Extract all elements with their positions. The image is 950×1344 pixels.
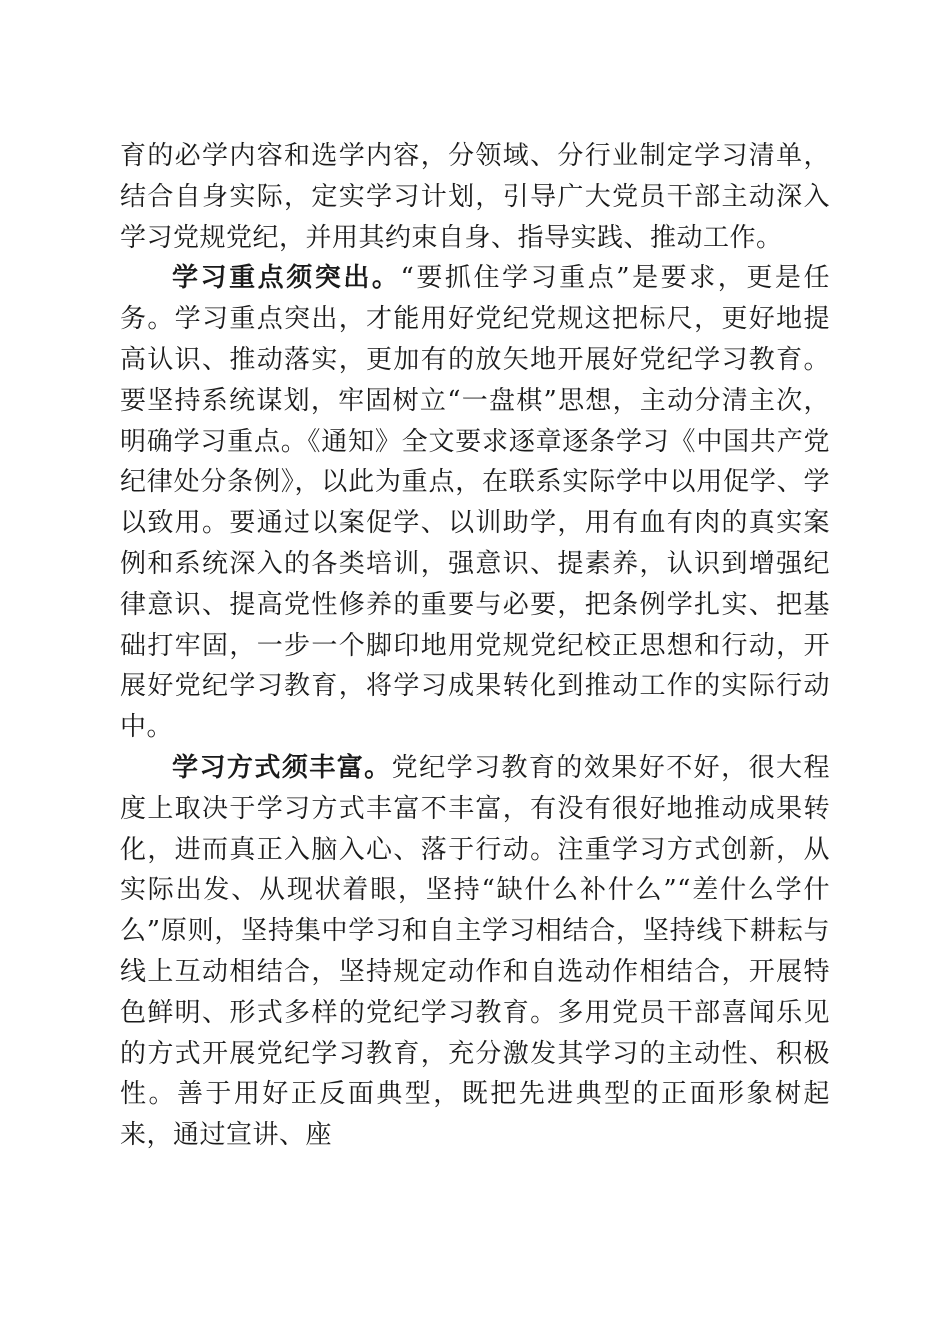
paragraph-heading: 学习方式须丰富。	[172, 752, 392, 783]
paragraph-heading: 学习重点须突出。	[172, 263, 401, 294]
paragraph-text: “要抓住学习重点”是要求，更是任务。学习重点突出，才能用好党纪党规这把标尺，更好地提高认识、推动落实，更加有的放矢地开展好党纪学习教育。要坚持系统谋划，牢固树立“一盘棋”思想，主动分清主次，明确学习重点。《通知》全文要求逐章逐条学习《中国共产党纪律处分条例》，以此为重点，在联系实际学中以用促学、学以致用。要通过以案促学、以训助学，用有血有肉的真实案例和系统深入的各类培训，强意识、提素养，认识到增强纪律意识、提高党性修养的重要与必要，把条例学扎实、把基础打牢固，一步一个脚印地用党规党纪校正思想和行动，开展好党纪学习教育，将学习成果转化到推动工作的实际行动中。	[120, 263, 830, 743]
paragraph-learning-methods	[120, 748, 830, 1156]
paragraph-text: 育的必学内容和选学内容，分领域、分行业制定学习清单，结合自身实际，定实学习计划，引导广大党员干部主动深入学习党规党纪，并用其约束自身、指导实践、推动工作。	[120, 141, 830, 253]
paragraph-continuation	[120, 136, 830, 258]
paragraph-text: 党纪学习教育的效果好不好，很大程度上取决于学习方式丰富不丰富，有没有很好地推动成果转化，进而真正入脑入心、落于行动。注重学习方式创新，从实际出发、从现状着眼，坚持“缺什么补什么”“差什么学什么”原则，坚持集中学习和自主学习相结合，坚持线下耕耘与线上互动相结合，坚持规定动作和自选动作相结合，开展特色鲜明、形式多样的党纪学习教育。多用党员干部喜闻乐见的方式开展党纪学习教育，充分激发其学习的主动性、积极性。善于用好正反面典型，既把先进典型的正面形象树起来，通过宣讲、座	[120, 752, 830, 1151]
document-page	[120, 136, 830, 1156]
paragraph-key-points	[120, 258, 830, 748]
